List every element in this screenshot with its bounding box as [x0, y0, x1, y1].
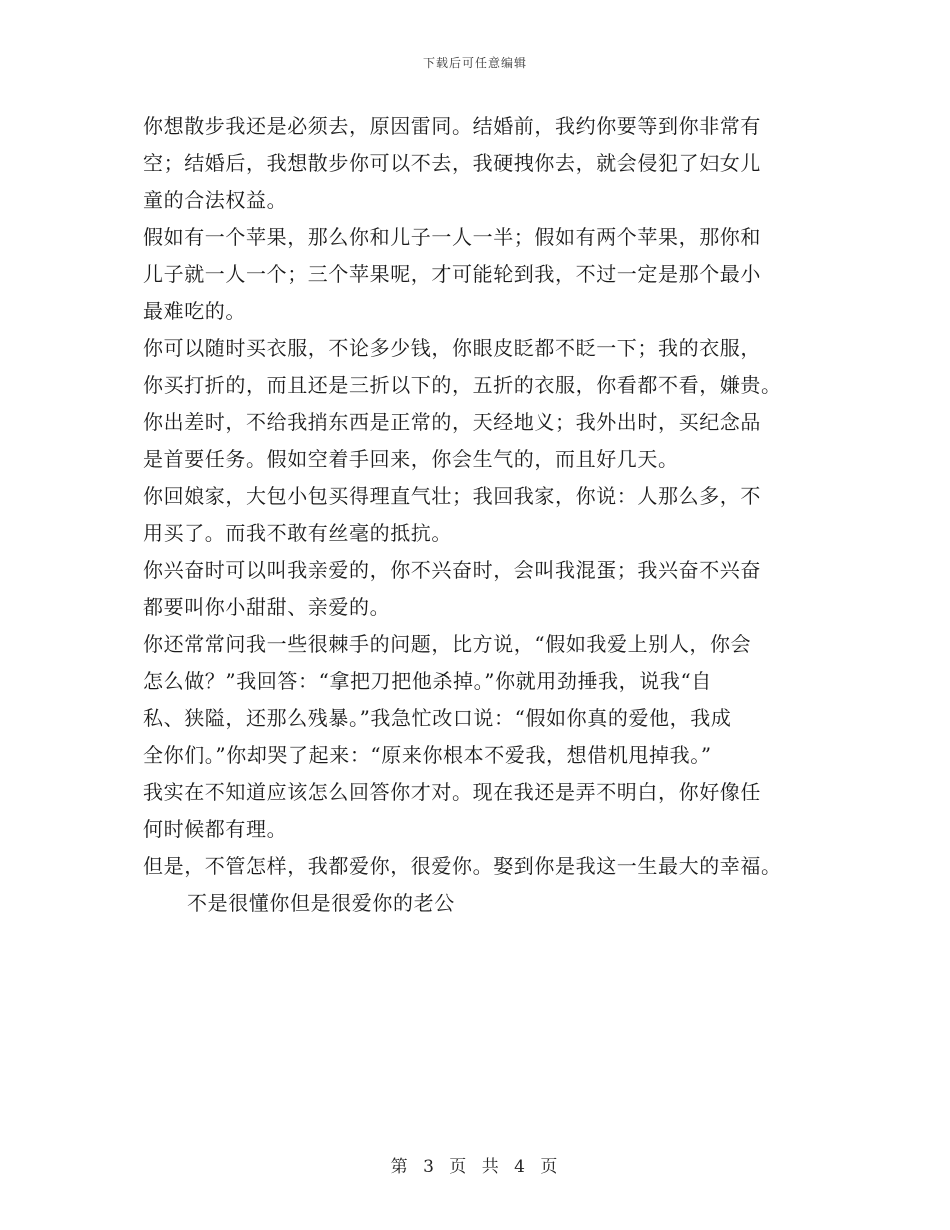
body-line: 儿子就一人一个；三个苹果呢，才可能轮到我，不过一定是那个最小 — [143, 262, 761, 286]
page-header: 下载后可任意编辑 — [422, 56, 527, 70]
body-line: 你还常常问我一些很棘手的问题，比方说，“假如我爱上别人，你会 — [143, 632, 752, 656]
body-line: 最难吃的。 — [143, 299, 246, 323]
body-line: 你想散步我还是必须去，原因雷同。结婚前，我约你要等到你非常有 — [143, 114, 761, 138]
body-line: 是首要任务。假如空着手回来，你会生气的，而且好几天。 — [143, 447, 679, 471]
body-line: 何时候都有理。 — [143, 817, 288, 841]
body-line: 都要叫你小甜甜、亲爱的。 — [143, 595, 391, 619]
page-footer — [0, 1152, 950, 1177]
body-line: 怎么做？”我回答：“拿把刀把他杀掉。”你就用劲捶我，说我“自 — [143, 669, 712, 693]
body-line: 童的合法权益。 — [143, 188, 288, 212]
footer-prefix: 第 — [390, 1157, 410, 1177]
footer-total-word: 共 — [481, 1157, 501, 1177]
body-line: 你出差时，不给我捎东西是正常的，天经地义；我外出时，买纪念品 — [143, 410, 761, 434]
body-line: 你可以随时买衣服，不论多少钱，你眼皮眨都不眨一下；我的衣服， — [143, 336, 761, 360]
footer-suffix: 页 — [540, 1157, 560, 1177]
body-line: 你买打折的，而且还是三折以下的，五折的衣服，你看都不看，嫌贵。 — [143, 373, 782, 397]
body-line: 你回娘家，大包小包买得理直气壮；我回我家，你说：人那么多，不 — [143, 484, 761, 508]
body-line: 我实在不知道应该怎么回答你才对。现在我还是弄不明白，你好像任 — [143, 780, 761, 804]
body-line: 全你们。”你却哭了起来：“原来你根本不爱我，想借机甩掉我。” — [143, 743, 712, 767]
current-page-number: 3 — [423, 1157, 436, 1177]
body-line: 空；结婚后，我想散步你可以不去，我硬拽你去，就会侵犯了妇女儿 — [143, 151, 761, 175]
body-line: 用买了。而我不敢有丝毫的抵抗。 — [143, 521, 452, 545]
signature-line: 不是很懂你但是很爱你的老公 — [187, 891, 455, 915]
document-body — [143, 108, 823, 922]
body-line: 假如有一个苹果，那么你和儿子一人一半；假如有两个苹果，那你和 — [143, 225, 761, 249]
total-pages-number: 4 — [514, 1157, 527, 1177]
body-line: 但是，不管怎样，我都爱你，很爱你。娶到你是我这一生最大的幸福。 — [143, 854, 782, 878]
footer-page-word: 页 — [449, 1157, 469, 1177]
body-line: 你兴奋时可以叫我亲爱的，你不兴奋时，会叫我混蛋；我兴奋不兴奋 — [143, 558, 761, 582]
body-line: 私、狭隘，还那么残暴。”我急忙改口说：“假如你真的爱他，我成 — [143, 706, 732, 730]
